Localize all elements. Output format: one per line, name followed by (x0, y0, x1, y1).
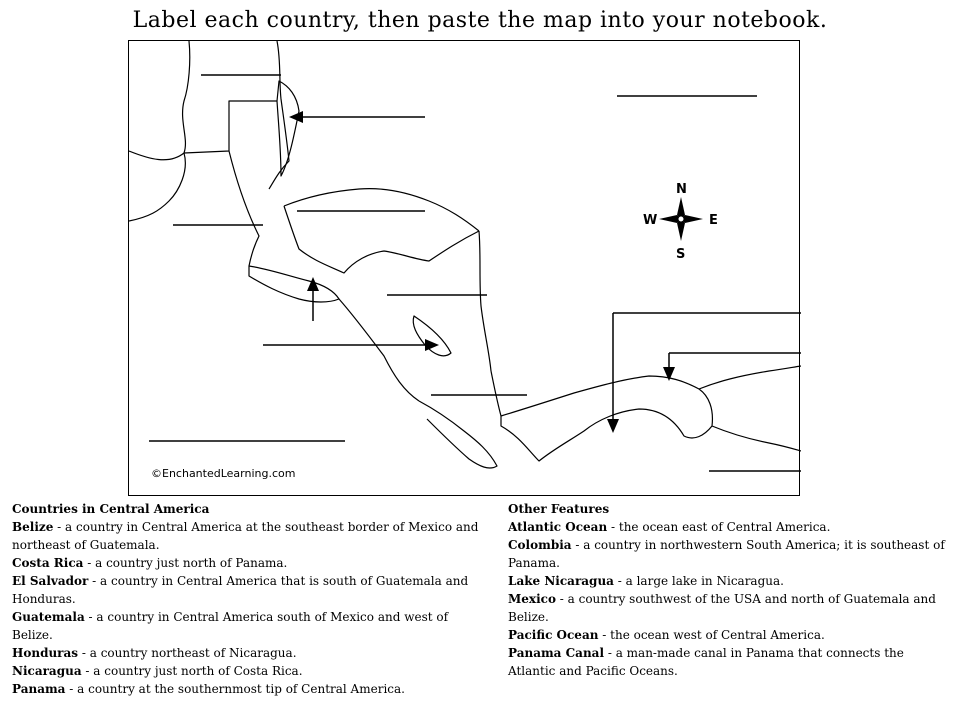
list-item: Colombia - a country in northwestern South America; it is southeast of Panama. (508, 538, 945, 570)
colombia-coast (699, 366, 801, 389)
list-item: Pacific Ocean - the ocean west of Central America. (508, 628, 825, 642)
compass-e: E (709, 213, 718, 228)
honduras-nicaragua-border (284, 206, 479, 273)
compass-n: N (676, 182, 687, 197)
guatemala-border (129, 153, 185, 221)
arrow-head-lake (425, 339, 439, 351)
el-salvador-outline (249, 266, 339, 302)
compass-rose (643, 182, 718, 262)
guatemala-south (229, 151, 259, 266)
list-item: Costa Rica - a country just north of Panama. (12, 556, 288, 570)
yucatan-coast (269, 41, 289, 189)
countries-heading: Countries in Central America (12, 502, 210, 516)
nicaragua-atlantic (479, 231, 491, 371)
features-heading: Other Features (508, 502, 610, 516)
list-item: Panama - a country at the southernmost tip of Central America. (12, 682, 405, 696)
list-item: El Salvador - a country in Central America that is south of Guatemala and Honduras. (12, 574, 469, 606)
list-item: Nicaragua - a country just north of Costa Rica. (12, 664, 303, 678)
arrow-heads (289, 111, 675, 433)
honduras-coast (284, 189, 479, 231)
compass-s: S (676, 247, 686, 262)
countries-list (12, 500, 490, 698)
costa-rica-border (491, 371, 501, 416)
arrow-head-panama (607, 419, 619, 433)
costa-rica-outline (419, 401, 497, 468)
list-item: Honduras - a country northeast of Nicaragua. (12, 646, 297, 660)
list-item: Guatemala - a country in Central America south of Mexico and west of Belize. (12, 610, 449, 642)
mexico-outline (129, 41, 190, 160)
list-item: Belize - a country in Central America at the southeast border of Mexico and northeast of Guatemala. (12, 520, 479, 552)
label-lines (149, 75, 801, 471)
arrow-head-belize (289, 111, 303, 123)
map-drawing (129, 41, 801, 497)
page-title: Label each country, then paste the map into your notebook. (132, 8, 828, 33)
copyright-notice: ©EnchantedLearning.com (151, 467, 296, 480)
list-item: Panama Canal - a man-made canal in Panama that connects the Atlantic and Pacific Oceans. (508, 646, 904, 678)
nicaragua-pacific (339, 299, 419, 401)
central-america-map (128, 40, 800, 496)
compass-w: W (643, 213, 658, 228)
features-list (508, 500, 948, 680)
list-item: Atlantic Ocean - the ocean east of Central America. (508, 520, 831, 534)
list-item: Lake Nicaragua - a large lake in Nicaragua. (508, 574, 784, 588)
lake-nicaragua (413, 316, 451, 356)
colombia-border (712, 426, 801, 451)
panama-outline (501, 376, 712, 461)
mexico-guatemala-line (184, 101, 277, 153)
list-item: Mexico - a country southwest of the USA and north of Guatemala and Belize. (508, 592, 936, 624)
